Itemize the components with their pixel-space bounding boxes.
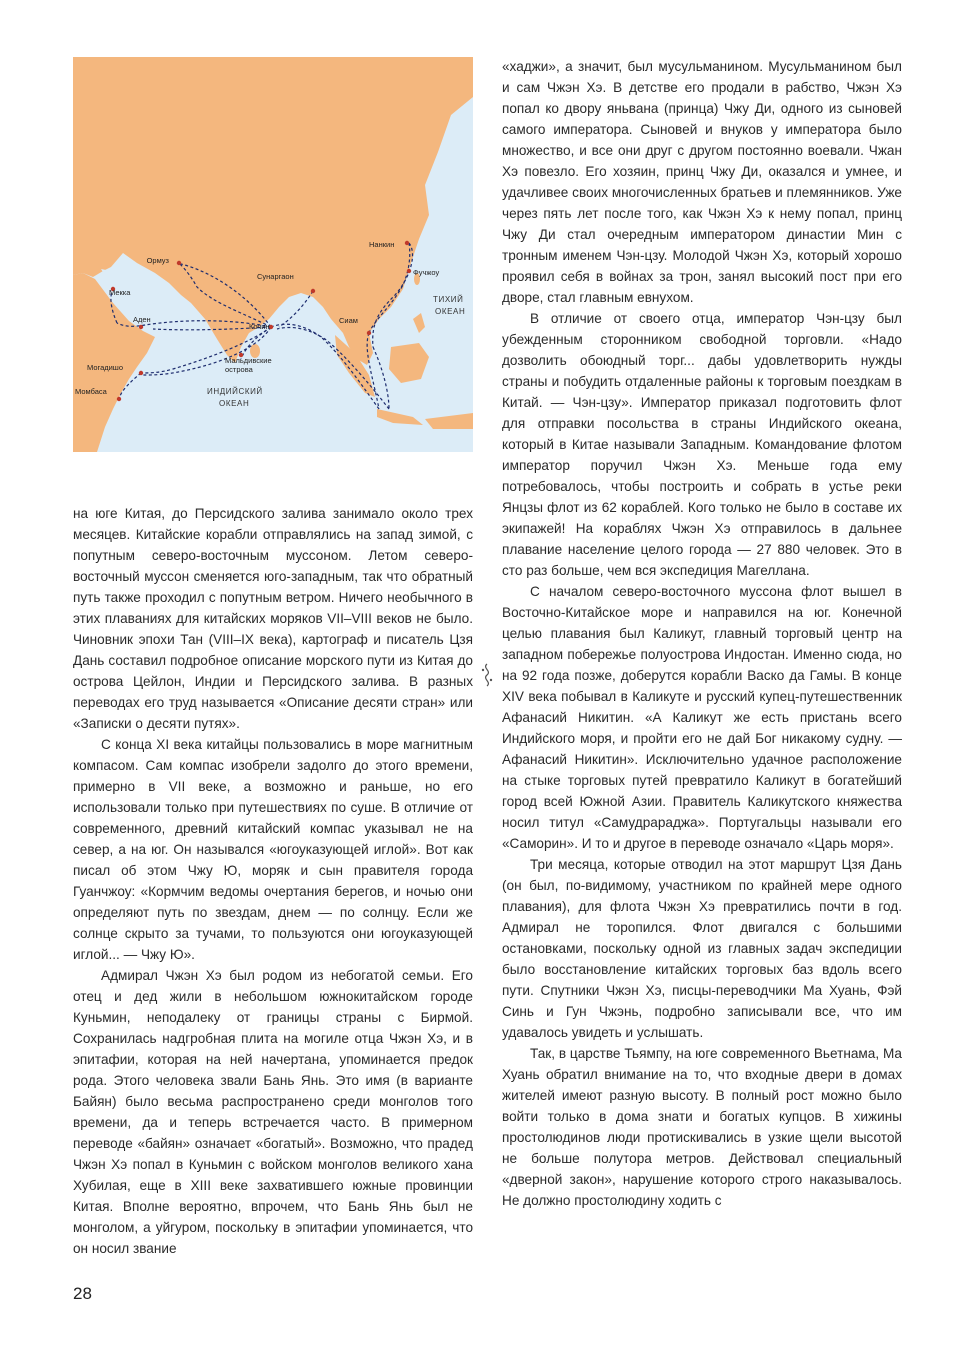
label-pacific-2: ОКЕАН (435, 307, 466, 316)
paragraph: на юге Китая, до Персидского залива занимало около трех месяцев. Китайские корабли отправлялись на запад зимой, с попутным северо-восточным муссоном. Летом северо-восточный муссон сменяется юго-западным, так что обратный путь также проходил с попутным ветром. Ничего необычного в этих плаваниях для китайских моряков VII–VIII веков не было. Чиновник эпохи Тан (VIII–IX века), картограф и писатель Цзя Дань составил подробное описание морского пути из Китая до острова Цейлон, Индии и Персидского залива. В разных переводах его труд называется «Описание десяти стран» или «Записки о десяти путях». (73, 506, 473, 731)
paragraph: Так, в царстве Тьямпу, на юге современного Вьетнама, Ма Хуань обратил внимание на то, что входные двери в домах жителей имеют разную высоту. В полный рост можно было войти только в дома знати и богатых купцов. В хижины простолюдинов люди протискивались в узкие щели высотой не больше полутора метров. Действовал специальный «дверной закон», нарушение которого строго наказывалось. Не должно простолюдину ходить с (502, 1046, 902, 1208)
label-maldives-2: острова (225, 365, 253, 374)
label-mombasa: Момбаса (75, 387, 107, 396)
label-mogadishu: Могадишо (87, 363, 123, 372)
paragraph: «хаджи», а значит, был мусульманином. Мусульманином был и сам Чжэн Хэ. В детстве его продали в рабство, Чжэн Хэ попал ко двору яньвана (принца) Чжу Ди, одного из сыновей самого императора. Сыновей и внуков у императора было множество, и все они друг с другом постоянно воевали. Чжан Хэ повезло. Его хозяин, принц Чжу Ди, оказался и умнее, и удачливее своих многочисленных братьев и племянников. Уже через пять лет после того, как Чжэн Хэ к нему попал, принц Чжу Ди стал очередным императором династии Мин с тронным именем Чэн-цзу. Молодой Чжэн Хэ, который хорошо проявил себя в войнах за трон, занял высокий пост при его дворе, стал главным евнухом. (502, 59, 902, 305)
label-indian-2: ОКЕАН (219, 399, 250, 408)
label-hormuz: Ормуз (146, 256, 169, 265)
label-pacific-1: ТИХИЙ (433, 295, 464, 304)
paragraph: В отличие от своего отца, император Чэн-цзу был убежденным сторонником свободной торговли. «Надо дозволить обоюдный торг... дабы удовлетворить нужды страны и побудить отдаленные районы к торговым поездкам в Китай. — Чэн-цзу». Император приказал подготовить флот для отправки посольства в страны Индийского океана, который в Китае называли Западным. Командование флотом император поручил Чжэн Хэ. Меньше года ему потребовалось, чтобы построить и собрать в устье реки Янцзы флот из 62 кораблей. Кого только не было в составе их экипажей! На кораблях Чжэн Хэ отправилось в дальнее плавание население целого города — 27 880 человек. Это в сто раз больше, чем вся экспедиция Магеллана. (502, 311, 902, 578)
label-fuzhou: Фучжоу (413, 268, 440, 277)
label-nanjing: Нанкин (369, 240, 395, 249)
paragraph: Адмирал Чжэн Хэ был родом из небогатой семьи. Его отец и дед жили в небольшом южнокитайском городе Куньмин, неподалеку от границы страны с Бирмой. Сохранилась надгробная плита на могиле отца Чжэн Хэ, и в эпитафии, которая на ней начертана, упоминается предок рода. Этого человека звали Бань Янь. Это имя (в варианте Байян) было весьма распространено среди монголов того времени, да и теперь встречается часто. В примерном переводе «байян» означает «богатый». Возможно, что прадед Чжэн Хэ попал в Куньмин с войском монголов великого хана Хубилая, еще в XIII веке захватившего южные провинции Китая. Вполне вероятно, впрочем, что Бань Янь был не монголом, а уйгуром, поскольку в эпитафии упоминается, что он носил звание (73, 968, 473, 1256)
paragraph: С конца XI века китайцы пользовались в море магнитным компасом. Сам компас изобрели задолго до этого времени, примерно в VII веке, а возможно и раньше, но его использовали только при путешествиях по суше. В отличие от современного, древний китайский компас указывал не на север, а на юг. Он назывался «югоуказующей иглой». Вот как писал об этом Чжу Ю, моряк и сын правителя города Гуанчжоу: «Кормчим ведомы очертания берегов, и ночью они определяют путь по звездам, днем — по солнцу. Если же солнце скрыто за тучами, то пользуются они югоуказующей иглой... — Чжу Ю». (73, 737, 473, 962)
label-aden: Аден (133, 315, 151, 324)
route-map (73, 57, 473, 452)
ornament-icon (478, 662, 496, 688)
label-siam: Сиам (339, 316, 358, 325)
left-column (73, 503, 473, 1259)
paragraph: Три месяца, которые отводил на этот маршрут Цзя Дань (он был, по-видимому, участником по крайней мере одного плавания), для флота Чжэн Хэ превратились почти в год. Адмирал не торопился. Флот двигался с большими остановками, поскольку одной из главных задач экспедиции было восстановление китайских торговых баз вдоль всего пути. Спутники Чжэн Хэ, писцы-переводчики Ма Хуань, Фэй Синь и Гун Чжэнь, подробно записывали все, что им удавалось увидеть и услышать. (502, 857, 902, 1040)
label-cochin: Кочин (249, 322, 270, 331)
page-number: 28 (73, 1284, 92, 1303)
label-mecca: Мекка (109, 288, 131, 297)
right-column (502, 56, 902, 1211)
label-sunargaon: Сунаргаон (257, 272, 294, 281)
label-indian-1: ИНДИЙСКИЙ (207, 387, 263, 396)
paragraph: С началом северо-восточного муссона флот вышел в Восточно-Китайское море и направился на юг. Конечной целью плавания был Каликут, главный торговый центр на западном побережье полуострова Индостан. Именно сюда, но на 92 года позже, доберутся корабли Васко да Гамы. В конце XIV века побывал в Каликуте и русский купец-путешественник Афанасий Никитин. «А Каликут же есть пристань всего Индийского моря, и пройти его не дай Бог никакому судну. — Афанасий Никитин». Исключительно удачное расположение на стыке торговых путей превратило Каликут в богатейший город всей Южной Азии. Правитель Каликутского княжества носил титул «Самудрараджа». Португальцы называли его «Саморин». И то и другое в переводе означало «Царь моря». (502, 584, 902, 851)
label-maldives-1: Мальдивские (225, 356, 272, 365)
